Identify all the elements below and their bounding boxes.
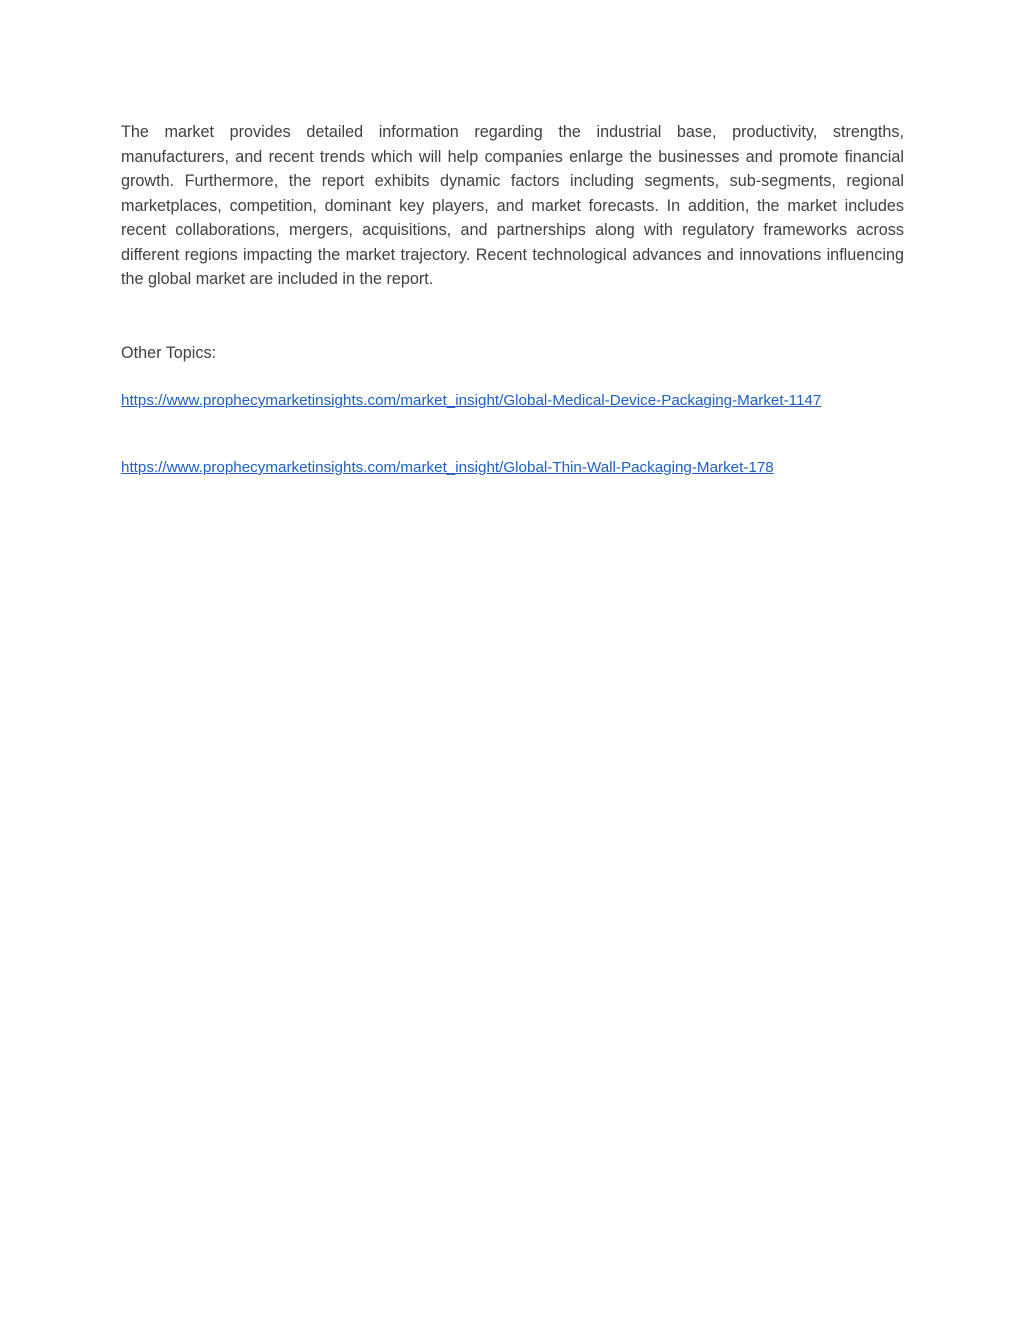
- link-medical-device-packaging[interactable]: https://www.prophecymarketinsights.com/market_insight/Global-Medical-Device-Packaging-Market-1147: [121, 392, 822, 409]
- link-thin-wall-packaging[interactable]: https://www.prophecymarketinsights.com/market_insight/Global-Thin-Wall-Packaging-Market-178: [121, 459, 774, 476]
- body-paragraph: The market provides detailed information regarding the industrial base, productivity, strengths, manufacturers, and recent trends which will help companies enlarge the businesses and promote financial growth. Furthermore, the report exhibits dynamic factors including segments, sub-segments, regional marketplaces, competition, dominant key players, and market forecasts. In addition, the market includes recent collaborations, mergers, acquisitions, and partnerships along with regulatory frameworks across different regions impacting the market trajectory. Recent technological advances and innovations influencing the global market are included in the report.: [121, 123, 904, 288]
- other-topics-label: Other Topics:: [121, 344, 217, 362]
